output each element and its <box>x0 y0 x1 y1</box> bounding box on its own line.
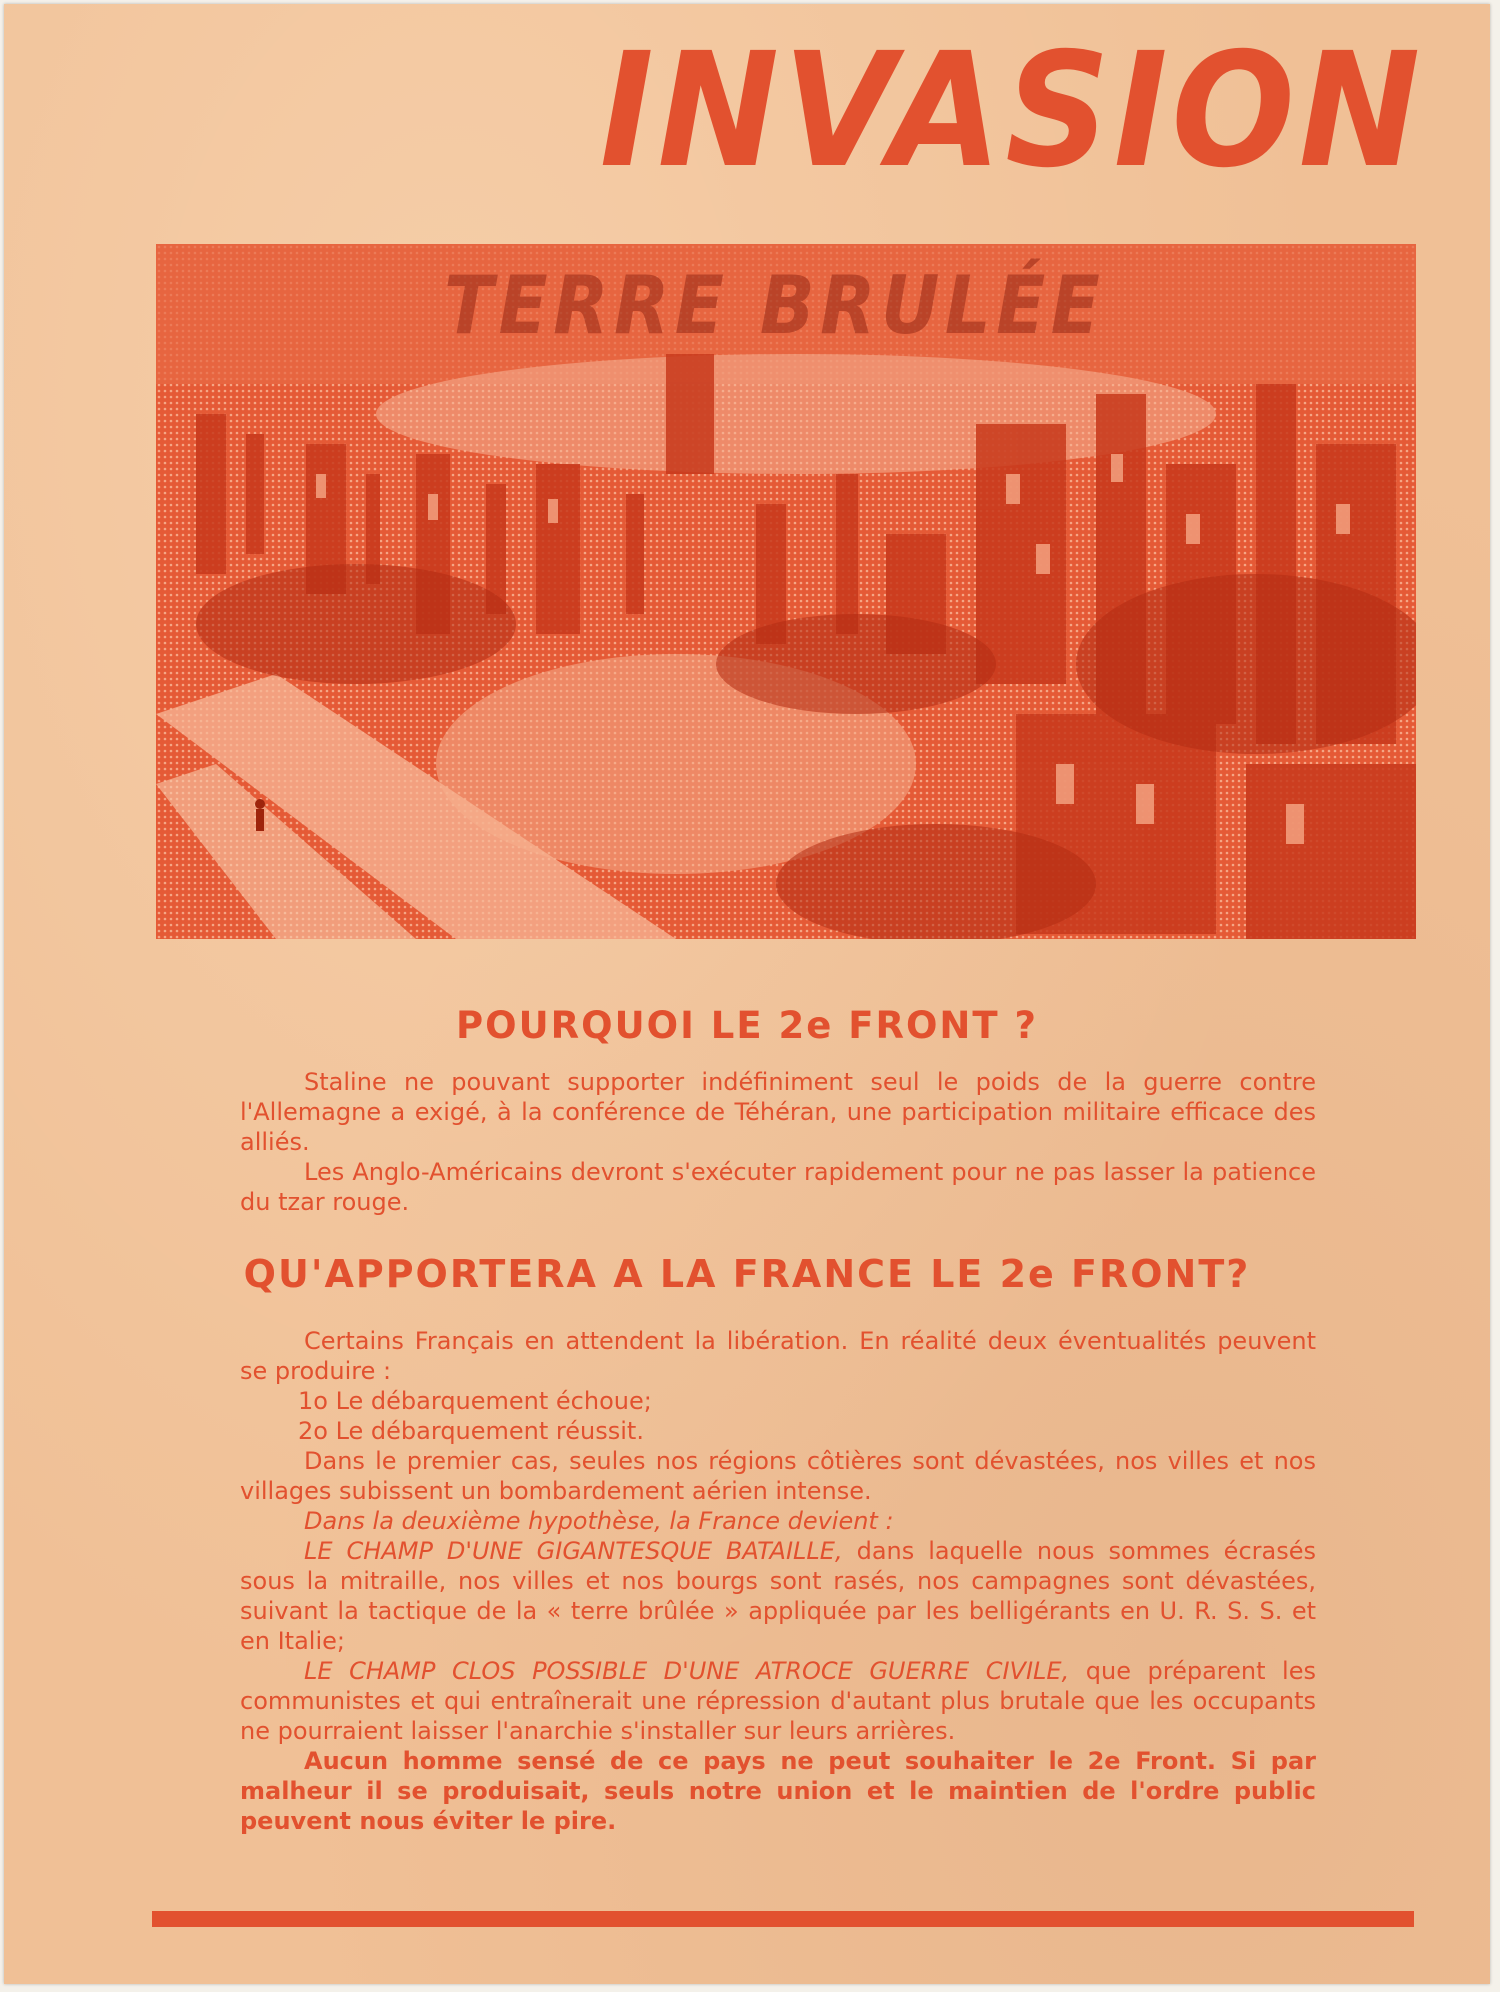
section2-conclusion: Aucun homme sensé de ce pays ne peut souhaiter le 2e Front. Si par malheur il se produisait, seuls notre union et le maintien de l'ordre public peuvent nous éviter le pire. <box>240 1747 1316 1835</box>
civil-war-text: que préparent les communistes et qui entraînerait une répression d'autant plus brutale que les occupants ne pourraient laisser l'anarchie s'installer sur leurs arrières. <box>240 1657 1316 1745</box>
section1-paragraph-1: Staline ne pouvant supporter indéfiniment seul le poids de la guerre contre l'Allemagne a exigé, à la conférence de Téhéran, une participation militaire efficace des alliés. <box>240 1068 1316 1156</box>
battle-emphasis: LE CHAMP D'UNE GIGANTESQUE BATAILLE, <box>304 1537 843 1565</box>
section2-text <box>240 1326 1316 1836</box>
list-item-2: 2o Le débarquement réussit. <box>298 1417 644 1445</box>
section2-paragraph-5 <box>240 1656 1316 1746</box>
bottom-rule <box>152 1911 1414 1927</box>
leaflet-sheet <box>4 4 1490 1984</box>
list-item-1: 1o Le débarquement échoue; <box>298 1387 652 1415</box>
section2-paragraph-1: Certains Français en attendent la libération. En réalité deux éventualités peuvent se produire : <box>240 1327 1316 1385</box>
subtitle: TERRE BRULÉE <box>444 259 1106 352</box>
section2-paragraph-4 <box>240 1536 1316 1656</box>
civil-war-emphasis: LE CHAMP CLOS POSSIBLE D'UNE ATROCE GUERRE CIVILE, <box>304 1657 1070 1685</box>
section2-heading: QU'APPORTERA A LA FRANCE LE 2e FRONT? <box>243 1252 1251 1296</box>
section1-paragraph-2: Les Anglo-Américains devront s'exécuter rapidement pour ne pas lasser la patience du tzar rouge. <box>240 1158 1316 1216</box>
section1-heading: POURQUOI LE 2e FRONT ? <box>456 1004 1038 1047</box>
section1-text <box>240 1067 1316 1217</box>
battle-text: dans laquelle nous sommes écrasés sous la mitraille, nos villes et nos bourgs sont rasés, nos campagnes sont dévastées, suivant la tactique de la « terre brûlée » appliquée par les belligérants en U. R. S. S. et en Italie; <box>240 1537 1316 1655</box>
title: INVASION <box>599 19 1424 203</box>
section2-paragraph-3: Dans la deuxième hypothèse, la France devient : <box>304 1507 894 1535</box>
section2-paragraph-2: Dans le premier cas, seules nos régions côtières sont dévastées, nos villes et nos villages subissent un bombardement aérien intense. <box>240 1447 1316 1505</box>
